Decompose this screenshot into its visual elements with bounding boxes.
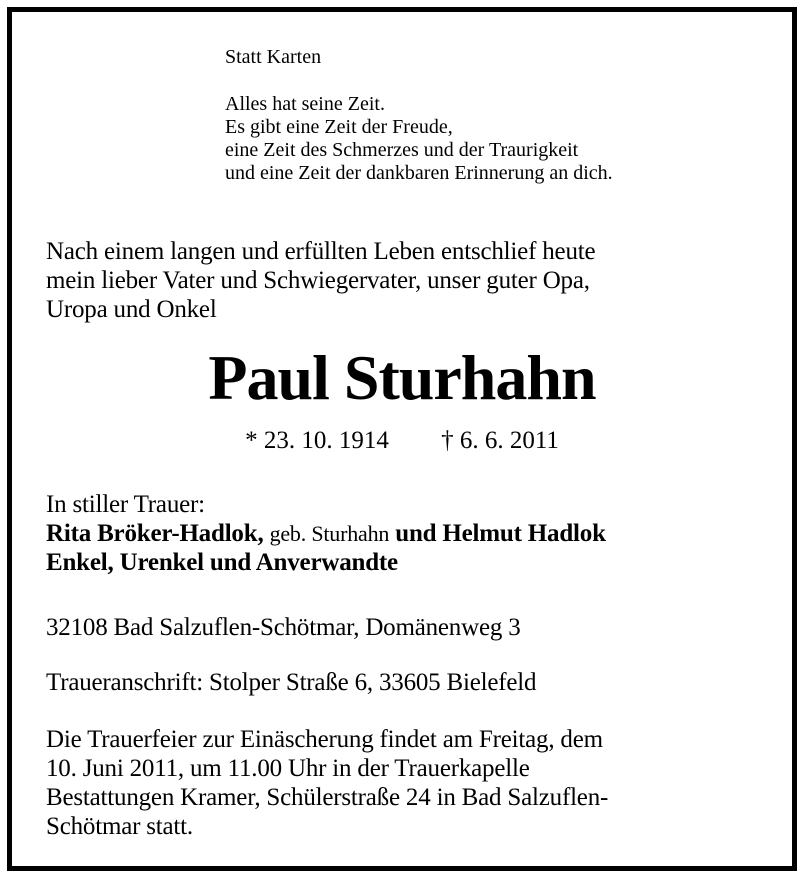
funeral-line: Schötmar statt. — [46, 813, 193, 840]
deceased-name: Paul Sturhahn — [208, 342, 596, 413]
birth-date: * 23. 10. 1914 — [245, 427, 389, 454]
condolence-address: Traueranschrift: Stolper Straße 6, 33605 Bielefeld — [46, 669, 537, 696]
notice-content — [12, 12, 792, 866]
poem-line: Alles hat seine Zeit. — [225, 93, 385, 115]
funeral-line: Bestattungen Kramer, Schülerstraße 24 in Bad Salzuflen- — [46, 784, 609, 811]
mourners-family: Enkel, Urenkel und Anverwandte — [46, 549, 398, 576]
poem — [225, 93, 613, 185]
mourners-block — [46, 490, 606, 577]
mourner-name: Rita Bröker-Hadlok, — [46, 520, 264, 547]
announcement — [46, 237, 766, 324]
announcement-line: Uropa und Onkel — [46, 296, 217, 323]
announcement-line: mein lieber Vater und Schwiegervater, unser guter Opa, — [46, 267, 590, 294]
notice-header: Statt Karten — [225, 46, 322, 68]
mourners-line — [46, 519, 606, 548]
mourner-maiden-name: geb. Sturhahn — [269, 521, 390, 546]
mourning-intro: In stiller Trauer: — [46, 491, 205, 518]
death-date: † 6. 6. 2011 — [441, 427, 559, 454]
poem-line: Es gibt eine Zeit der Freude, — [225, 116, 453, 138]
life-dates — [12, 426, 792, 456]
notice-border — [7, 7, 797, 871]
intro-block — [225, 46, 613, 185]
funeral-details — [46, 725, 766, 841]
announcement-line: Nach einem langen und erfüllten Leben entschlief heute — [46, 238, 596, 265]
funeral-line: Die Trauerfeier zur Einäscherung findet am Freitag, dem — [46, 726, 603, 753]
mourner-partner: und Helmut Hadlok — [395, 520, 606, 547]
home-address: 32108 Bad Salzuflen-Schötmar, Domänenweg 3 — [46, 614, 521, 641]
poem-line: und eine Zeit der dankbaren Erinnerung an dich. — [225, 162, 613, 184]
poem-line: eine Zeit des Schmerzes und der Traurigkeit — [225, 139, 579, 161]
funeral-line: 10. Juni 2011, um 11.00 Uhr in der Trauerkapelle — [46, 755, 530, 782]
